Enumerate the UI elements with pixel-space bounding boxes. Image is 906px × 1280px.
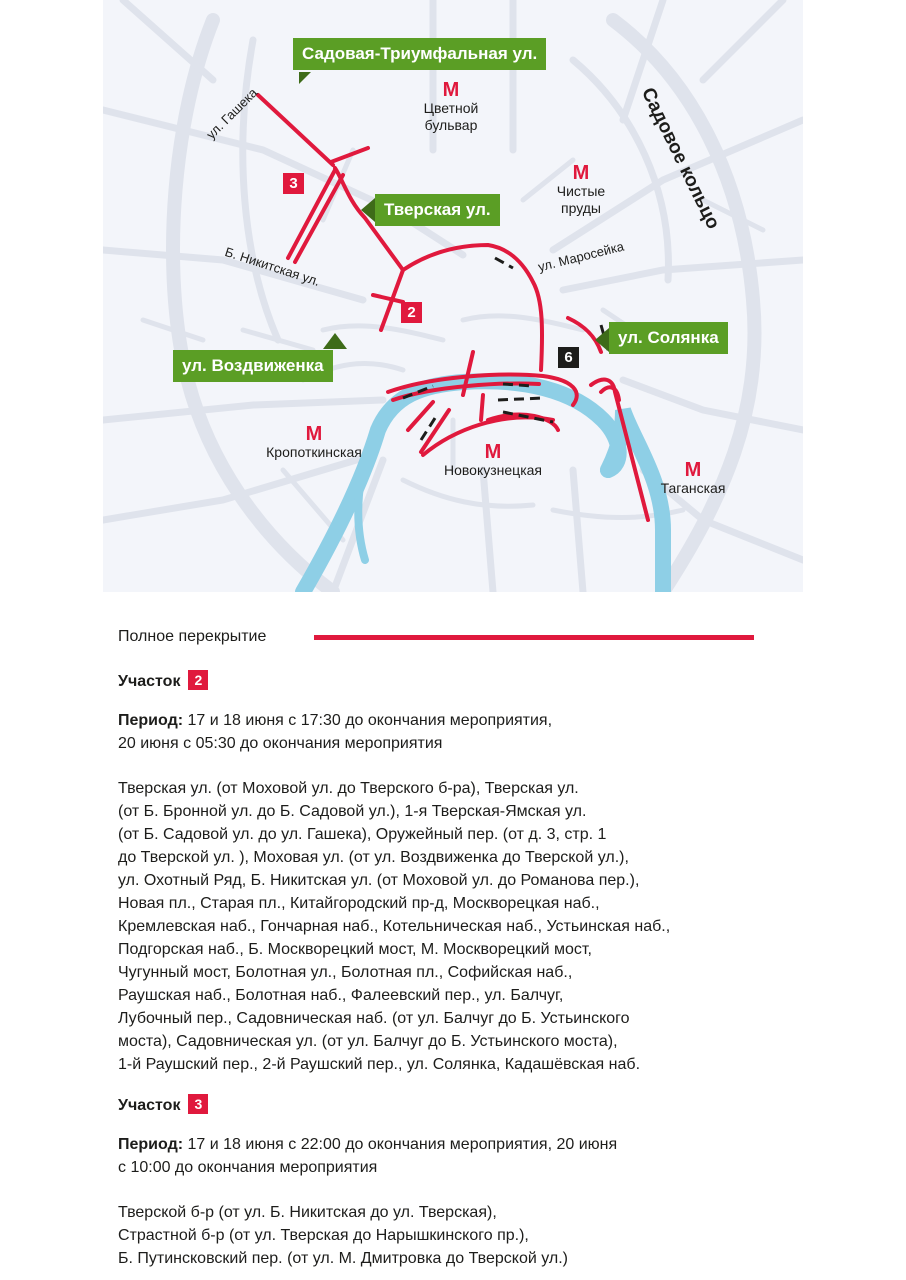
metro-icon: М (484, 441, 502, 463)
section-number-badge: 3 (188, 1094, 208, 1114)
legend-full-closure-label: Полное перекрытие (118, 628, 267, 645)
metro-name-line2: пруды (561, 200, 601, 216)
label-pointer (595, 328, 609, 352)
label-sadovaya-triumfalnaya: Садовая-Триумфальная ул. (293, 38, 546, 70)
metro-icon: М (442, 79, 460, 101)
route-map (103, 0, 803, 592)
street-line: Тверская ул. (от Моховой ул. до Тверского б-ра), Тверская ул. (118, 780, 579, 797)
street-line: Новая пл., Старая пл., Китайгородский пр-д, Москворецкая наб., (118, 895, 600, 912)
legend (118, 626, 758, 648)
street-line: Чугунный мост, Болотная ул., Болотная пл., Софийская наб., (118, 964, 573, 981)
period-line: 20 июня с 05:30 до окончания мероприятия (118, 735, 443, 752)
street-line: до Тверской ул. ), Моховая ул. (от ул. Воздвиженка до Тверской ул.), (118, 849, 629, 866)
label-pointer (361, 198, 375, 222)
section-streets (118, 1201, 798, 1270)
label-vozdvizhenka: ул. Воздвиженка (173, 350, 333, 382)
section-heading (118, 670, 798, 693)
section-title: Участок (118, 1097, 181, 1114)
section-3 (118, 1094, 798, 1270)
metro-icon: М (684, 459, 702, 481)
street-line: (от Б. Садовой ул. до ул. Гашека), Оружейный пер. (от д. 3, стр. 1 (118, 826, 607, 843)
metro-icon: М (305, 423, 323, 445)
metro-name-line1: Цветной (423, 100, 479, 116)
period-line: 17 и 18 июня с 22:00 до окончания мероприятия, 20 июня (187, 1136, 618, 1153)
section-heading (118, 1094, 798, 1117)
street-line: Раушская наб., Болотная наб., Фалеевский пер., ул. Балчуг, (118, 987, 564, 1004)
street-line: Подгорская наб., Б. Москворецкий мост, М. Москворецкий мост, (118, 941, 592, 958)
section-badge-6: 6 (558, 347, 579, 368)
street-line: (от Б. Бронной ул. до Б. Садовой ул.), 1-я Тверская-Ямская ул. (118, 803, 587, 820)
section-period (118, 709, 798, 755)
street-line: Лубочный пер., Садовническая наб. (от ул. Балчуг до Б. Устьинского (118, 1010, 630, 1027)
street-label-b-nikitskaya: Б. Никитская ул. (223, 244, 322, 289)
period-line: с 10:00 до окончания мероприятия (118, 1159, 378, 1176)
street-line: Страстной б-р (от ул. Тверская до Нарышкинского пр.), (118, 1227, 529, 1244)
street-line: Тверской б-р (от ул. Б. Никитская до ул. Тверская), (118, 1204, 497, 1221)
metro-kropotkinskaya (249, 424, 379, 461)
label-pointer (299, 72, 311, 84)
metro-name-line1: Чистые (556, 183, 606, 199)
section-number-badge: 2 (188, 670, 208, 690)
street-line: ул. Охотный Ряд, Б. Никитская ул. (от Моховой ул. до Романова пер.), (118, 872, 640, 889)
metro-icon: М (572, 162, 590, 184)
section-badge-2: 2 (401, 302, 422, 323)
street-label-sadovoe-koltso: Садовое кольцо (636, 84, 724, 233)
metro-name-line2: бульвар (424, 117, 478, 133)
metro-taganskaya (648, 460, 738, 497)
period-label: Период: (118, 712, 184, 729)
street-line: 1-й Раушский пер., 2-й Раушский пер., ул. Солянка, Кадашёвская наб. (118, 1056, 641, 1073)
metro-name: Таганская (660, 480, 726, 496)
section-badge-3: 3 (283, 173, 304, 194)
label-tverskaya: Тверская ул. (375, 194, 500, 226)
metro-name: Кропоткинская (266, 444, 362, 460)
section-period (118, 1133, 798, 1179)
section-2 (118, 670, 798, 1076)
street-label-maroseyka: ул. Маросейка (536, 238, 626, 275)
label-pointer (323, 333, 347, 349)
street-line: моста), Садовническая ул. (от ул. Балчуг до Б. Устьинского моста), (118, 1033, 618, 1050)
section-streets (118, 777, 798, 1076)
metro-tsvetnoy-bulvar (411, 80, 491, 134)
metro-novokuznetskaya (428, 442, 558, 479)
period-line: 17 и 18 июня с 17:30 до окончания мероприятия, (187, 712, 553, 729)
street-line: Кремлевская наб., Гончарная наб., Котельническая наб., Устьинская наб., (118, 918, 671, 935)
period-label: Период: (118, 1136, 184, 1153)
legend-full-closure-line (314, 635, 754, 640)
section-title: Участок (118, 673, 181, 690)
street-label-gasheka: ул. Гашека (203, 85, 261, 142)
metro-chistye-prudy (546, 163, 616, 217)
metro-name: Новокузнецкая (444, 462, 542, 478)
street-line: Б. Путинсковский пер. (от ул. М. Дмитровка до Тверской ул.) (118, 1250, 568, 1267)
label-solyanka: ул. Солянка (609, 322, 728, 354)
